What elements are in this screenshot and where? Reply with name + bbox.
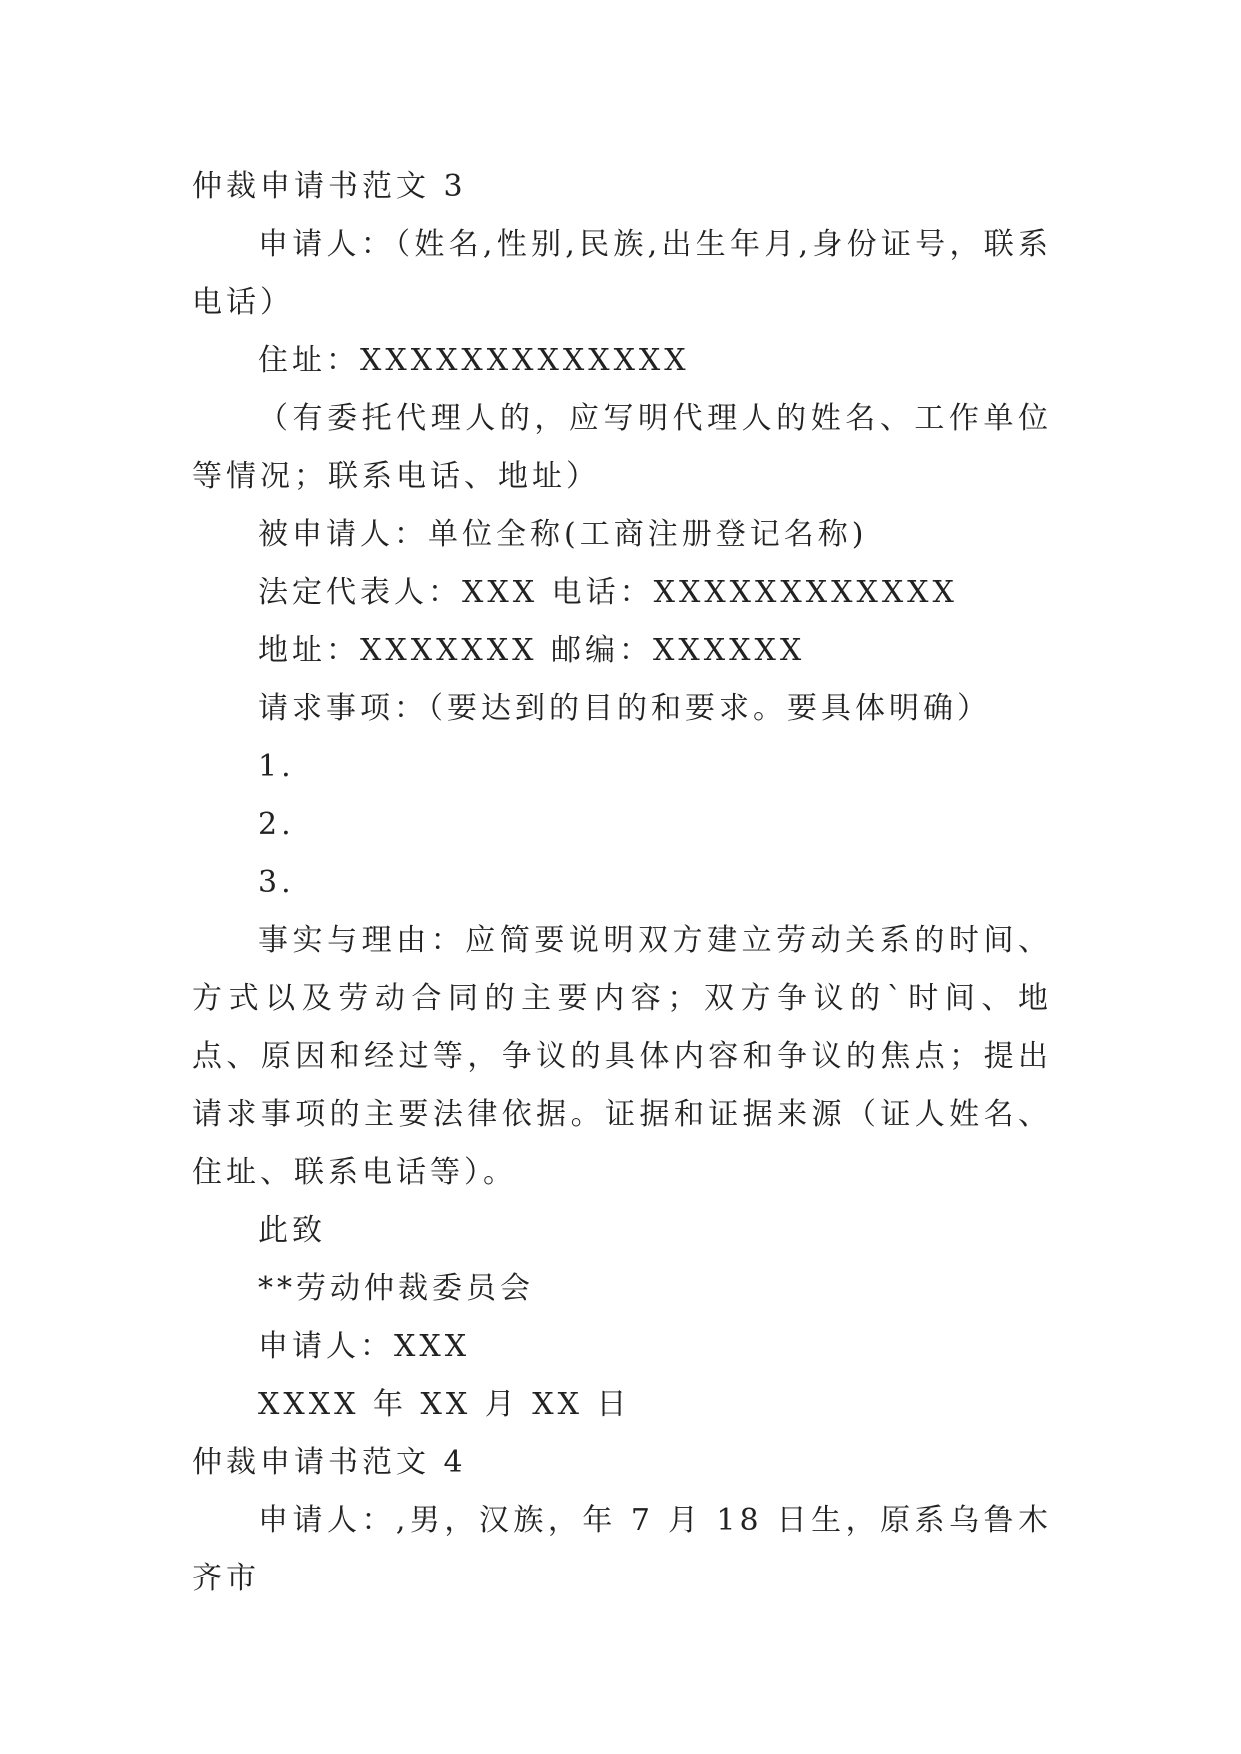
applicant-paragraph: 申请人：（姓名,性别,民族,出生年月,身份证号，联系电话） <box>192 227 1052 320</box>
respondent-line: 被申请人：单位全称(工商注册登记名称) <box>258 517 868 552</box>
applicant-address: 住址：XXXXXXXXXXXXX <box>258 343 690 378</box>
claims-label: 请求事项：（要达到的目的和要求。要具体明确） <box>258 691 991 726</box>
document-body <box>192 158 1052 1608</box>
legal-representative-line: 法定代表人：XXX 电话：XXXXXXXXXXXX <box>258 575 958 610</box>
date-line: XXXX 年 XX 月 XX 日 <box>258 1387 631 1422</box>
signature-line: 申请人：XXX <box>258 1329 471 1364</box>
section4-applicant-paragraph: 申请人：,男，汉族，年 7 月 18 日生，原系乌鲁木齐市 <box>192 1503 1052 1596</box>
claim-item-2: 2. <box>258 807 295 842</box>
recipient: **劳动仲裁委员会 <box>258 1271 534 1306</box>
section-heading-3: 仲裁申请书范文 3 <box>192 169 467 204</box>
agent-note-paragraph: （有委托代理人的，应写明代理人的姓名、工作单位等情况；联系电话、地址） <box>192 401 1052 494</box>
facts-reasons-paragraph: 事实与理由：应简要说明双方建立劳动关系的时间、方式以及劳动合同的主要内容；双方争议的`时间、地点、原因和经过等，争议的具体内容和争议的焦点；提出请求事项的主要法律依据。证据和证据来源（证人姓名、住址、联系电话等）。 <box>192 923 1052 1190</box>
section-heading-4: 仲裁申请书范文 4 <box>192 1445 467 1480</box>
respondent-address-line: 地址：XXXXXXX 邮编：XXXXXX <box>258 633 806 668</box>
salutation: 此致 <box>258 1213 326 1248</box>
claim-item-3: 3. <box>258 865 295 900</box>
claim-item-1: 1. <box>258 749 295 784</box>
